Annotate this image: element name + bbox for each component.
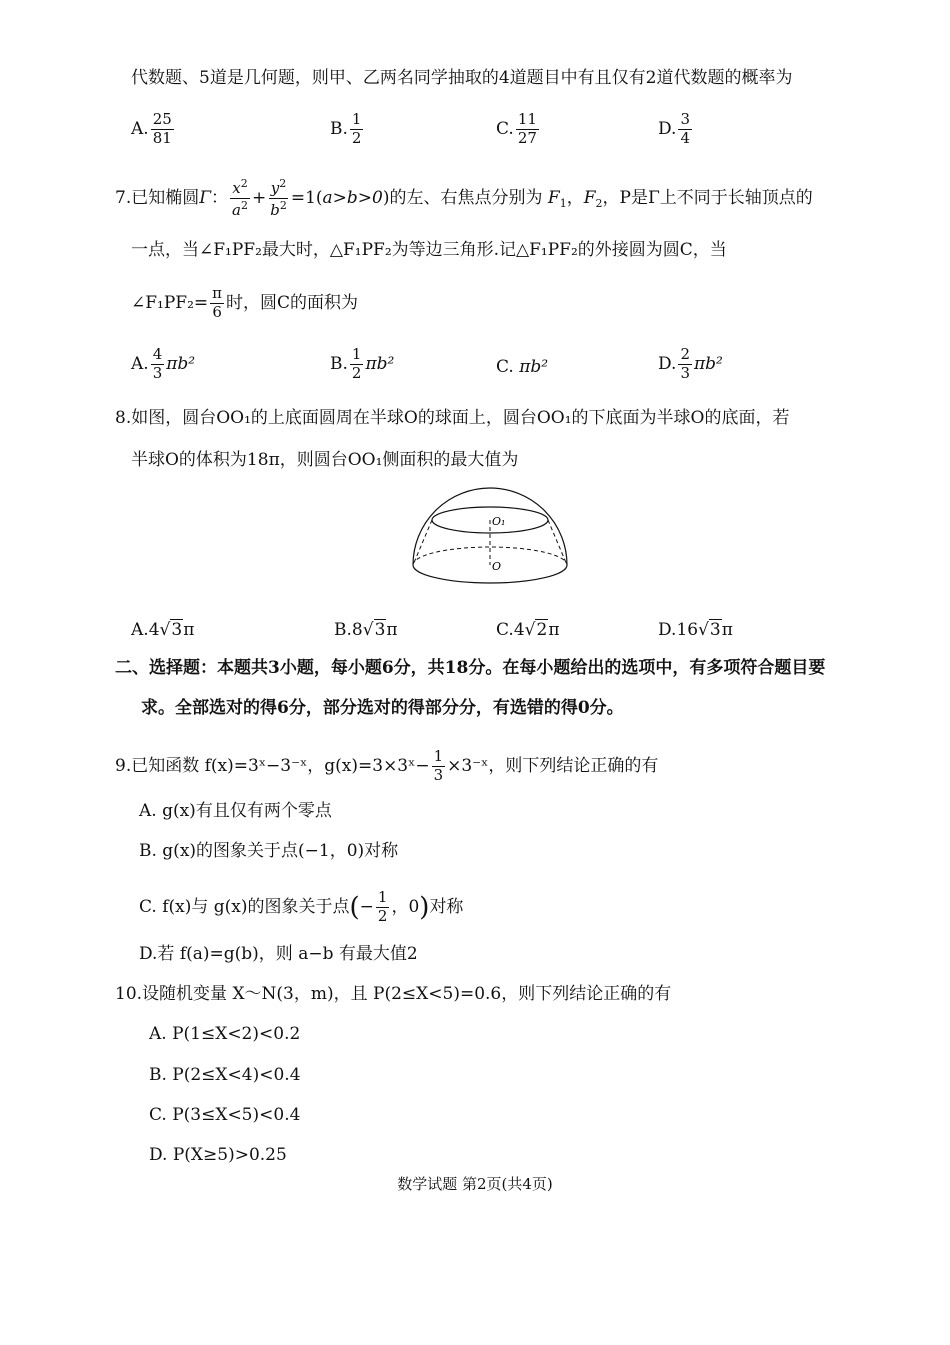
q7-line-1: 7.已知椭圆Γ： $\frac{x^2}{a^2}$ + $\frac{y^2}{b^2}$ =1(a>b>0)的左、右焦点分别为 $F_1$，$F_2$，P是Γ上不同于长轴顶点的 — [115, 177, 813, 219]
q7-option-d: D. $\frac{2}{3}$ πb² — [658, 345, 723, 382]
q9-stem: 9.已知函数 f(x)=3ˣ−3⁻ˣ，g(x)=3×3ˣ− $\frac{1}{3}$ ×3⁻ˣ，则下列结论正确的有 — [115, 747, 659, 784]
label-o: O — [492, 560, 502, 573]
q8-option-b: B.8√3π — [334, 620, 398, 640]
q8-line-2: 半球O的体积为18π，则圆台OO₁侧面积的最大值为 — [131, 450, 519, 470]
q7-line-3: ∠F₁PF₂= $\frac{\pi}{6}$ 时，圆C的面积为 — [131, 284, 359, 321]
hemisphere-frustum-figure — [405, 482, 575, 592]
q10-option-b: B. P(2≤X<4)<0.4 — [149, 1065, 301, 1085]
label-o1: O₁ — [492, 515, 506, 528]
q9-option-d: D.若 f(a)=g(b)，则 a−b 有最大值2 — [139, 944, 418, 964]
q7-option-b: B. $\frac{1}{2}$ πb² — [330, 345, 395, 382]
section-2-heading-line-1: 二、选择题：本题共3小题，每小题6分，共18分。在每小题给出的选项中，有多项符合题目要 — [115, 658, 826, 678]
q10-option-a: A. P(1≤X<2)<0.2 — [149, 1024, 301, 1044]
q9-option-c: C. f(x)与 g(x)的图象关于点(− $\frac{1}{2}$ ，0)对称 — [139, 888, 464, 925]
q7-option-c: C. πb² — [496, 357, 549, 377]
q6-option-c: C. $\frac{11}{27}$ — [496, 110, 537, 147]
q10-option-c: C. P(3≤X<5)<0.4 — [149, 1105, 301, 1125]
q7-option-a: A. $\frac{4}{3}$ πb² — [131, 345, 196, 382]
q10-stem: 10.设随机变量 X～N(3，m)，且 P(2≤X<5)=0.6，则下列结论正确的有 — [115, 984, 672, 1004]
section-2-heading-line-2: 求。全部选对的得6分，部分选对的得部分分，有选错的得0分。 — [141, 698, 624, 718]
q9-option-b: B. g(x)的图象关于点(−1，0)对称 — [139, 841, 399, 861]
q6-option-b: B. $\frac{1}{2}$ — [330, 110, 362, 147]
page-footer: 数学试题 第2页(共4页) — [397, 1175, 553, 1193]
q10-option-d: D. P(X≥5)>0.25 — [149, 1145, 287, 1165]
q8-option-a: A.4√3π — [131, 620, 195, 640]
base-ellipse-front — [413, 565, 567, 583]
q6-text-tail: 代数题、5道是几何题，则甲、乙两名同学抽取的4道题目中有且仅有2道代数题的概率为 — [131, 68, 793, 88]
q6-option-a: A. $\frac{25}{81}$ — [131, 110, 172, 147]
q6-option-d: D. $\frac{3}{4}$ — [658, 110, 690, 147]
q8-option-c: C.4√2π — [496, 620, 560, 640]
q7-line-2: 一点，当∠F₁PF₂最大时，△F₁PF₂为等边三角形.记△F₁PF₂的外接圆为圆C，当 — [131, 240, 727, 260]
hemisphere-arc — [413, 488, 567, 565]
q8-line-1: 8.如图，圆台OO₁的上底面圆周在半球O的球面上，圆台OO₁的下底面为半球O的底面，若 — [115, 408, 790, 428]
q9-option-a: A. g(x)有且仅有两个零点 — [139, 801, 332, 821]
q8-option-d: D.16√3π — [658, 620, 733, 640]
